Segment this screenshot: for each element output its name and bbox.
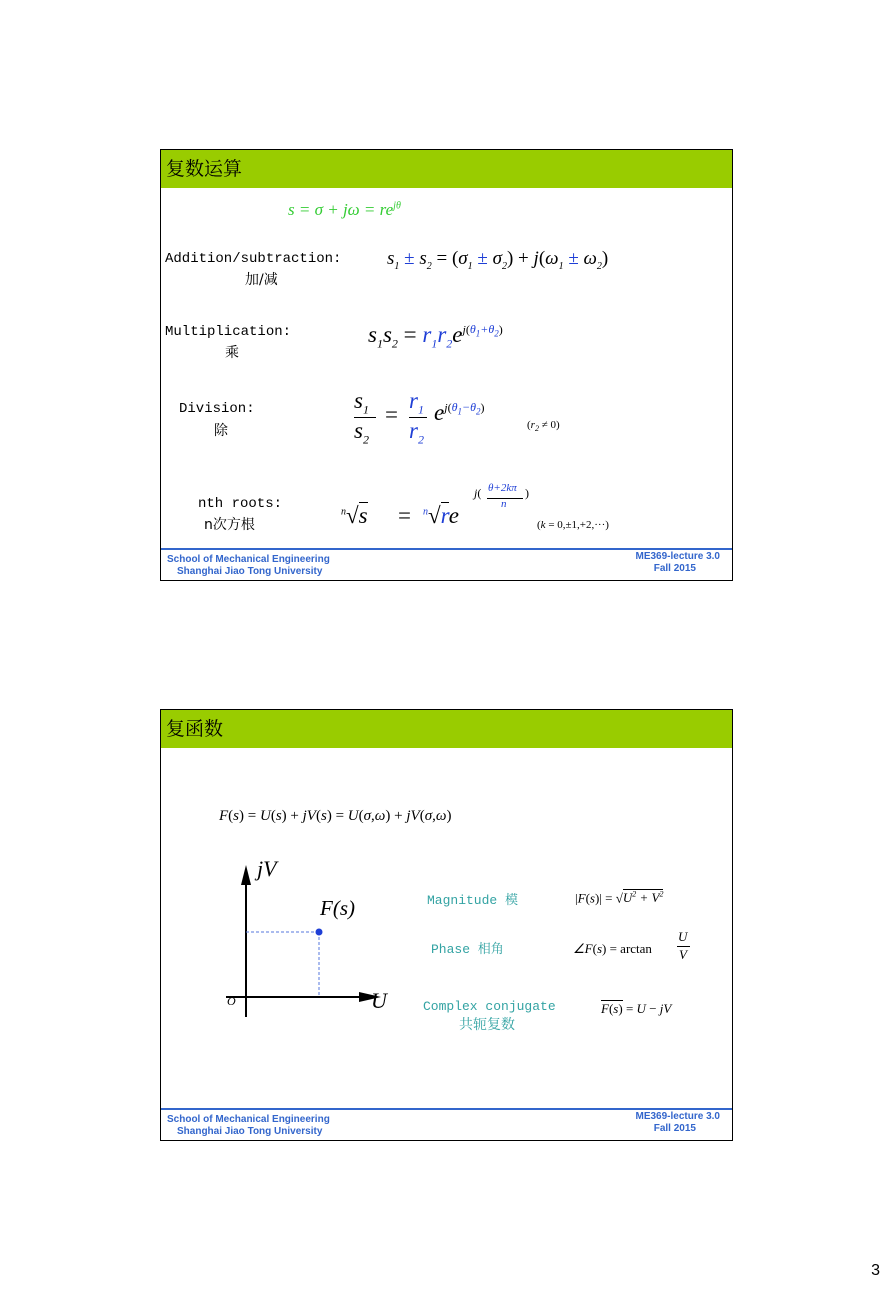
phase-label-text: Phase 相角 (431, 942, 504, 957)
division-label: Division: (179, 401, 255, 417)
slide-footer (161, 548, 732, 580)
footer-lecture: ME369-lecture 3.0 (635, 1111, 720, 1122)
nth-roots-label: nth roots: (198, 496, 283, 512)
addition-formula: $s_1 \pm s_2 = (\sigma_1 \pm \sigma_2) + j(\omega_1 \pm \omega_2)$ (387, 248, 609, 272)
multiplication-label-zh: 乘 (225, 345, 239, 361)
phase-formula: ∠F(s) = arctan U V (573, 928, 703, 968)
point-marker (316, 929, 323, 936)
magnitude-label-text: Magnitude 模 (427, 893, 519, 908)
conjugate-label-zh: 共轭复数 (459, 1017, 515, 1033)
addition-label-zh: 加/减 (245, 272, 278, 288)
footer-term: Fall 2015 (653, 563, 696, 574)
y-axis-label: jV (257, 856, 277, 881)
page-number: 3 (871, 1262, 880, 1279)
nth-roots-condition: (k = 0,±1,+2,···) (537, 519, 609, 531)
conjugate-formula: F(s) = U − jV (601, 1001, 672, 1016)
magnitude-label (427, 892, 518, 910)
footer-lecture: ME369-lecture 3.0 (635, 551, 720, 562)
footer-university: Shanghai Jiao Tong University (177, 566, 323, 577)
definition-formula: $s = \sigma + j\omega = re^{j\theta}$ (288, 200, 401, 219)
complex-function-equation: F(s) = U(s) + jV(s) = U(σ,ω) + jV(σ,ω) (219, 808, 452, 824)
multiplication-formula: $s_1s_2 = r_1r_2e^{j(\theta_1+\theta_2)}$ (368, 322, 503, 351)
conjugate-label: Complex conjugate (423, 999, 556, 1014)
slide-footer (161, 1108, 732, 1140)
multiplication-label: Multiplication: (165, 324, 292, 340)
nth-roots-formula: $^n$√s = $^n$√re j( θ+2kπ n ) (341, 482, 529, 528)
origin-label: O (227, 994, 236, 1008)
slide-complex-function (160, 709, 733, 1141)
phase-label (431, 941, 504, 959)
x-axis-label: U (371, 988, 387, 1013)
point-label: F(s) (320, 896, 355, 920)
footer-term: Fall 2015 (653, 1123, 696, 1134)
division-condition: $(r_2 \ne 0)$ (527, 419, 560, 434)
slide-complex-operations: 复数运算 $s = \sigma + j\omega = re^{j\theta}$ Addition/subtraction: 加/减 $s_1 \pm s_2 = (\sigma_1 \pm \sigma_2) + j(\omega_1 \pm \omega_2)$ Multiplication: 乘 $s_1s_2 = r_1r_2e^{j(\theta_1+\theta_2)}$ Division: 除 $s_1$ $s_2$ = $r_1$ $r_2$ $e^{j(\theta_1-\theta_2)}$ $(r_2 \ne 0)$ nth roots: n次方根 $^n$√s = $^n$√re j( θ+2kπ n ) (k = 0,±1,+2,···) School of Mechanical Engineering Shanghai Jiao Tong University ME369-lecture 3.0 Fall 2015 (160, 149, 733, 581)
footer-school: School of Mechanical Engineering (167, 554, 330, 565)
addition-label: Addition/subtraction: (165, 251, 342, 267)
footer-school: School of Mechanical Engineering (167, 1114, 330, 1125)
footer-university: Shanghai Jiao Tong University (177, 1126, 323, 1137)
nth-roots-label-zh: n次方根 (204, 517, 255, 533)
y-axis-arrowhead (241, 865, 251, 885)
division-label-zh: 除 (214, 423, 228, 439)
slide-title: 复函数 (161, 710, 732, 748)
magnitude-formula: $|F(s)| = √U^2 + V^2$ (575, 890, 664, 906)
slide-title: 复数运算 (161, 150, 732, 188)
